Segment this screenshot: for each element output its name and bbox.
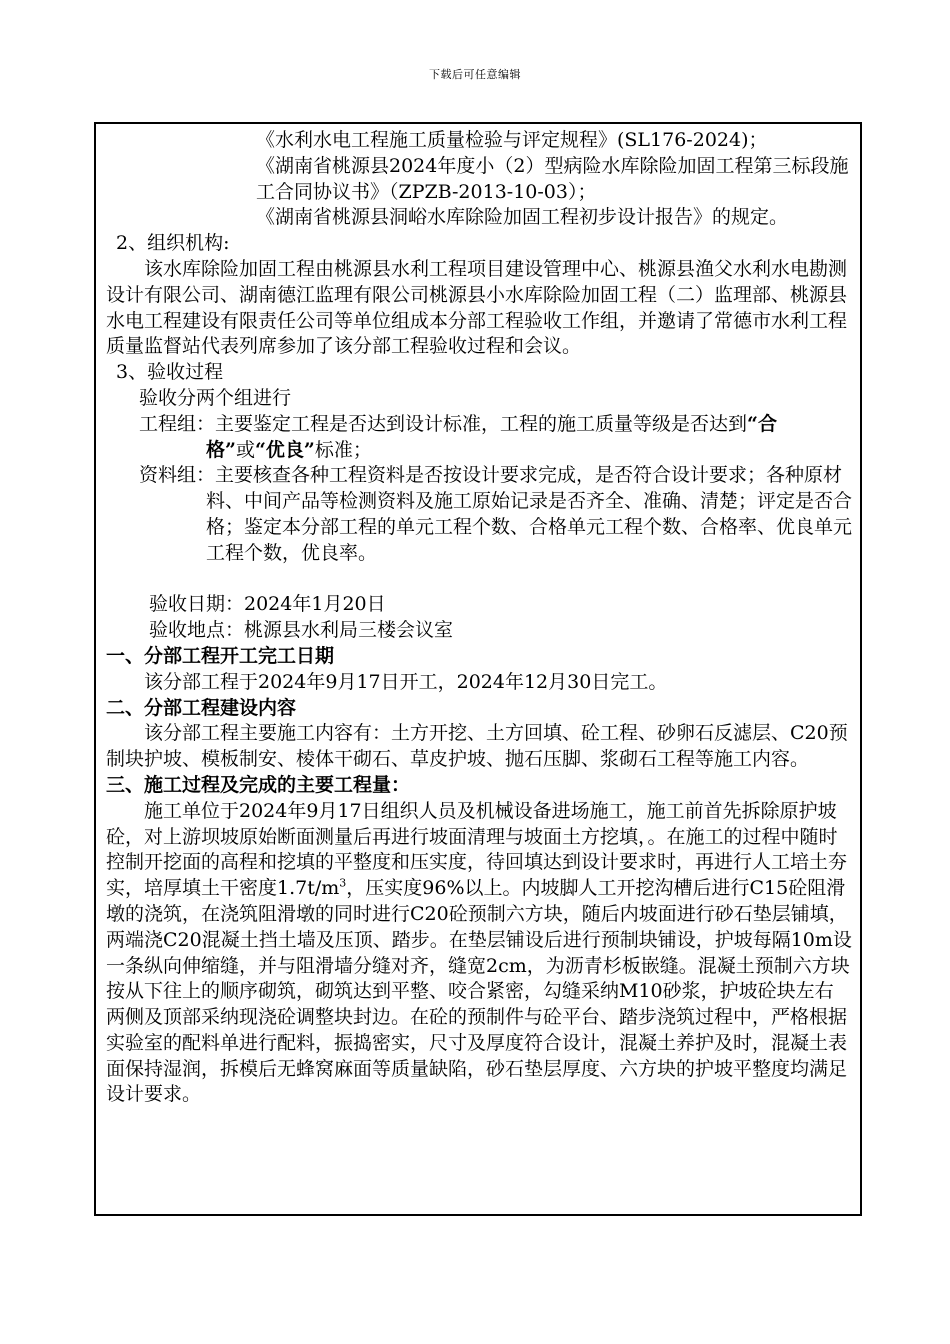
engineering-group-text: 工程组：主要鉴定工程是否达到设计标准，工程的施工质量等级是否达到 bbox=[139, 412, 748, 435]
document-content bbox=[106, 128, 852, 1108]
org-body: 该水库除险加固工程由桃源县水利工程项目建设管理中心、桃源县渔父水利水电勘测设计有限公司、湖南德江监理有限公司桃源县小水库除险加固工程（二）监理部、桃源县水电工程建设有限责任公司等单位组成本分部工程验收工作组，并邀请了常德市水利工程质量监督站代表列席参加了该分部工程验收过程和会议。 bbox=[106, 257, 848, 358]
section-3-title: 三、施工过程及完成的主要工程量： bbox=[106, 773, 411, 796]
acceptance-place: 验收地点：桃源县水利局三楼会议室 bbox=[149, 619, 454, 642]
section-3-body bbox=[106, 799, 852, 1109]
excellent-label: “优良” bbox=[254, 438, 315, 461]
document-group: 资料组：主要核查各种工程资料是否按设计要求完成，是否符合设计要求；各种原材料、中间产品等检测资料及施工原始记录是否齐全、准确、清楚；评定是否合格；鉴定本分部工程的单元工程个数、合格单元工程个数、合格率、优良单元工程个数，优良率。 bbox=[139, 464, 853, 564]
section-3-body-b: ，压实度96%以上。内坡脚人工开挖沟槽后进行C15砼阻滑墩的浇筑，在浇筑阻滑墩的同时进行C20砼预制六方块，随后内坡面进行砂石垫层铺填，两端浇C20混凝土挡土墙及压顶、踏步。在垫层铺设后进行预制块铺设，护坡每隔10m设一条纵向伸缩缝，并与阻滑墙分缝对齐，缝宽2cm，为沥青杉板嵌缝。混凝土预制六方块按从下往上的顺序砌筑，砌筑达到平整、咬合紧密，勾缝采纳M10砂浆，护坡砼块左右两侧及顶部采纳现浇砼调整块封边。在砼的预制件与砼平台、踏步浇筑过程中，严格根据实验室的配料单进行配料，振捣密实，尺寸及厚度符合设计，混凝土养护及时，混凝土表面保持湿润，拆模后无蜂窝麻面等质量缺陷，砂石垫层厚度、六方块的护坡平整度均满足设计要求。 bbox=[106, 877, 852, 1106]
section-3-body-a: 施工单位于2024年9月17日组织人员及机械设备进场施工，施工前首先拆除原护坡砼，对上游坝坡原始断面测量后再进行坡面清理与坡面土方挖填，。在施工的过程中随时控制开挖面的高程和挖填的平整度和压实度，待回填达到设计要求时，再进行人工培土夯实，培厚填土干密度1.7t/m bbox=[106, 799, 848, 900]
reference-1: 《水利水电工程施工质量检验与评定规程》(SL176-2024)； bbox=[256, 129, 768, 151]
document-frame bbox=[94, 122, 862, 1216]
or-label: 或 bbox=[235, 438, 255, 461]
process-intro: 验收分两个组进行 bbox=[139, 386, 292, 409]
process-heading: 3、验收过程 bbox=[116, 361, 224, 384]
cubic-superscript: 3 bbox=[339, 876, 347, 890]
standard-label: 标准； bbox=[314, 438, 372, 461]
acceptance-date: 验收日期：2024年1月20日 bbox=[149, 593, 386, 616]
section-1-body: 该分部工程于2024年9月17日开工，2024年12月30日完工。 bbox=[144, 670, 668, 693]
header-note: 下载后可任意编辑 bbox=[429, 68, 521, 81]
section-1-title: 一、分部工程开工完工日期 bbox=[106, 644, 335, 667]
section-2-title: 二、分部工程建设内容 bbox=[106, 696, 297, 719]
org-heading: 2、组织机构: bbox=[116, 232, 230, 255]
reference-3: 《湖南省桃源县洞峪水库除险加固工程初步设计报告》的规定。 bbox=[256, 206, 789, 229]
qualified-label: “合格” bbox=[206, 412, 777, 461]
blank-line bbox=[106, 567, 852, 593]
section-2-body: 该分部工程主要施工内容有：土方开挖、土方回填、砼工程、砂卵石反滤层、C20预制块护坡、模板制安、棱体干砌石、草皮护坡、抛石压脚、浆砌石工程等施工内容。 bbox=[106, 722, 848, 771]
reference-2: 《湖南省桃源县2024年度小（2）型病险水库除险加固工程第三标段施工合同协议书》（ZPZB-2013-10-03）； bbox=[256, 154, 849, 203]
engineering-group bbox=[106, 412, 852, 464]
